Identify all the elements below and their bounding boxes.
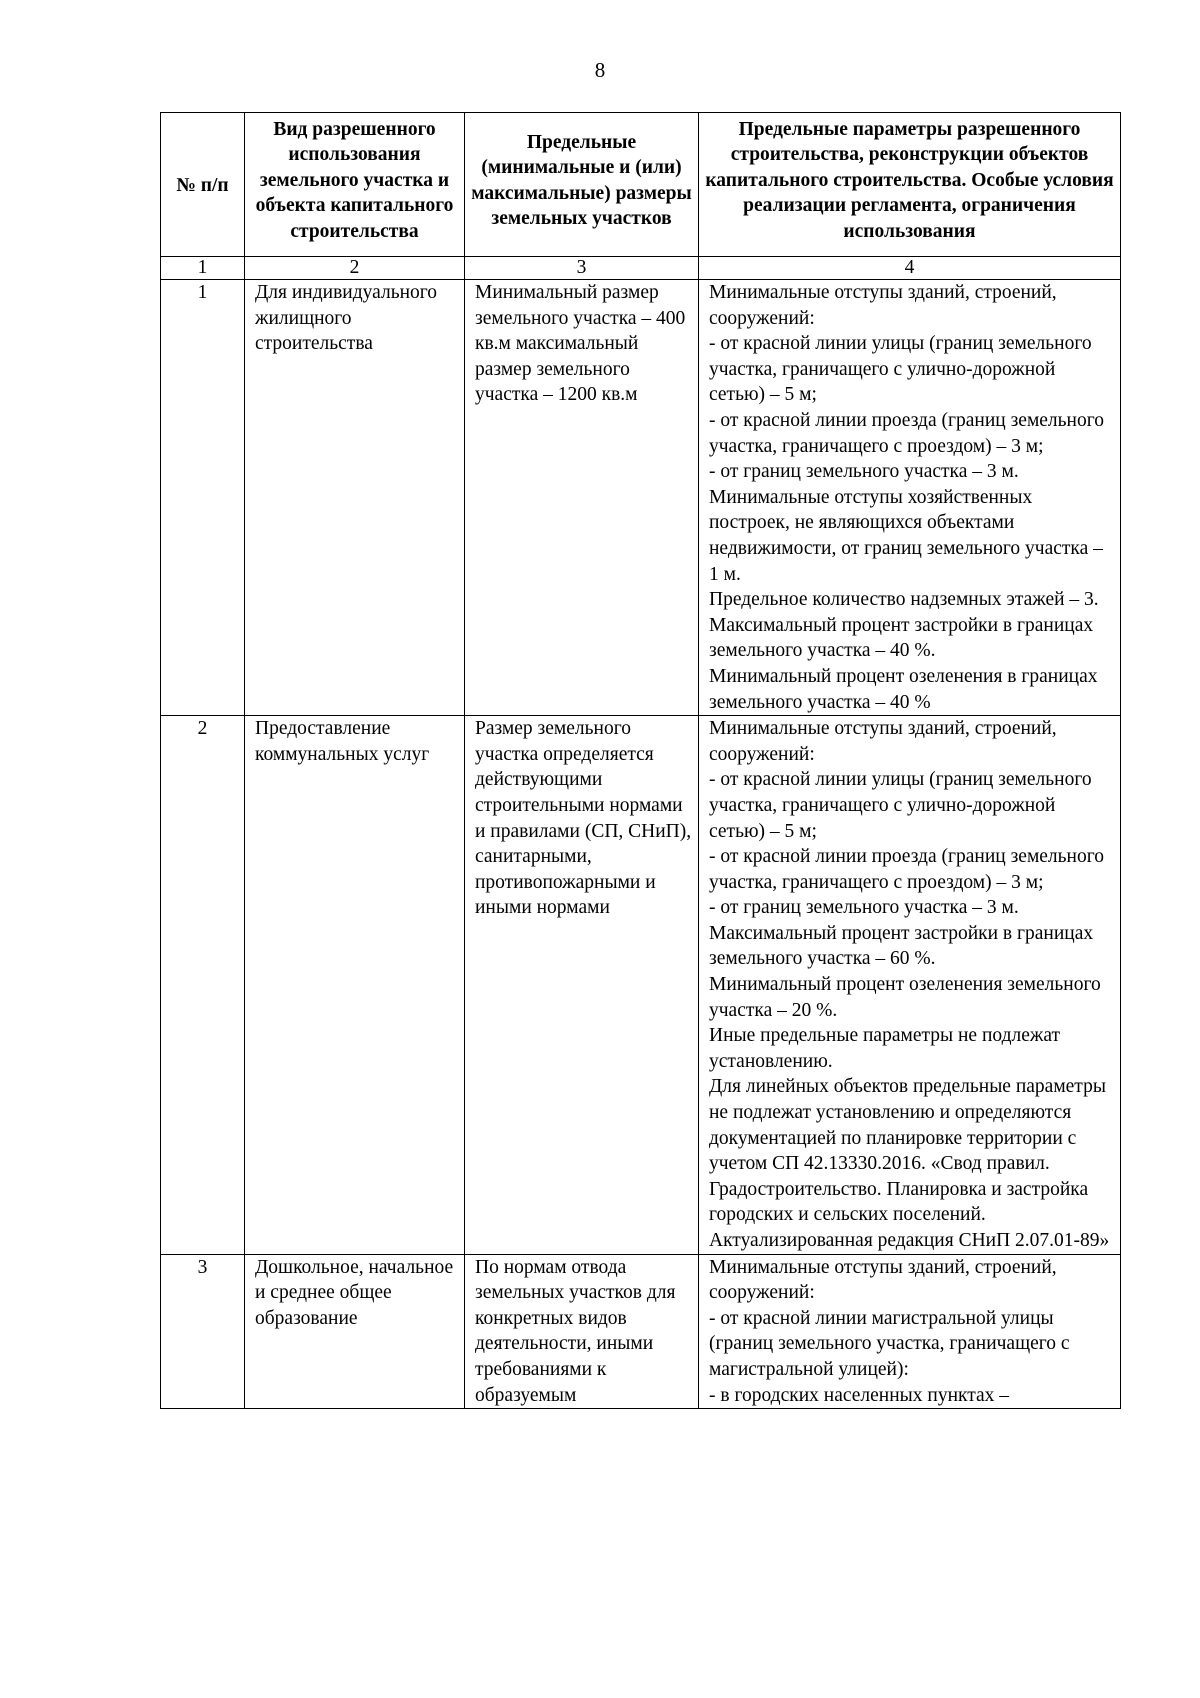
column-index-4: 4 — [699, 257, 1121, 280]
parameter-line: Предельное количество надземных этажей – 3. — [709, 589, 1099, 611]
header-use-type: Вид разрешенного использования земельного участка и объекта капитального строительства — [245, 113, 465, 257]
parameter-line: Максимальный процент застройки в границах земельного участка – 40 %. — [709, 614, 1094, 662]
parameter-line: Для линейных объектов предельные параметры не подлежат установлению и определяются документацией по планировке территории с учетом СП 42.13330.2016. «Свод правил. Градостроительство. Планировка и застройка городских и сельских поселений. Актуализированная редакция СНиП 2.07.01-89» — [709, 1076, 1110, 1251]
use-type-cell: Для индивидуального жилищного строительства — [245, 280, 465, 716]
regulation-table — [160, 112, 1121, 1409]
parameter-line: - от красной линии проезда (границ земельного участка, граничащего с проездом) – 3 м; — [709, 410, 1105, 457]
parameter-line: Минимальный процент озеленения в границах земельного участка – 40 % — [709, 665, 1098, 713]
plot-size-cell: По нормам отвода земельных участков для конкретных видов деятельности, иными требованиями к образуемым — [465, 1254, 699, 1409]
use-type-cell: Дошкольное, начальное и среднее общее образование — [245, 1254, 465, 1409]
parameter-line: - в городских населенных пунктах – — [709, 1384, 1010, 1406]
table-row — [161, 280, 1121, 716]
row-number: 1 — [161, 280, 245, 716]
parameters-cell — [699, 280, 1121, 716]
column-index-2: 2 — [245, 257, 465, 280]
header-parameters: Предельные параметры разрешенного строительства, реконструкции объектов капитального строительства. Особые условия реализации регламента, ограничения использования — [699, 113, 1121, 257]
table-row — [161, 1254, 1121, 1409]
parameter-line: Минимальные отступы зданий, строений, сооружений: — [709, 718, 1057, 765]
row-number: 2 — [161, 716, 245, 1254]
parameters-cell — [699, 716, 1121, 1254]
parameter-line: Минимальные отступы зданий, строений, сооружений: — [709, 282, 1057, 329]
column-index-1: 1 — [161, 257, 245, 280]
row-number: 3 — [161, 1254, 245, 1409]
parameter-line: Иные предельные параметры не подлежат установлению. — [709, 1025, 1061, 1072]
plot-size-cell: Размер земельного участка определяется действующими строительными нормами и правилами (СП, СНиП), санитарными, противопожарными и иными нормами — [465, 716, 699, 1254]
parameter-line: Максимальный процент застройки в границах земельного участка – 60 %. — [709, 922, 1094, 970]
plot-size-cell: Минимальный размер земельного участка – 400 кв.м максимальный размер земельного участка – 1200 кв.м — [465, 280, 699, 716]
page-number: 8 — [594, 58, 606, 82]
parameter-line: - от красной линии проезда (границ земельного участка, граничащего с проездом) – 3 м; — [709, 846, 1105, 893]
parameters-cell — [699, 1254, 1121, 1409]
header-row — [161, 113, 1121, 257]
header-number: № п/п — [161, 113, 245, 257]
parameter-line: Минимальные отступы зданий, строений, сооружений: — [709, 1256, 1057, 1304]
parameter-line: - от границ земельного участка – 3 м. — [709, 897, 1019, 919]
header-plot-size: Предельные (минимальные и (или) максимальные) размеры земельных участков — [465, 113, 699, 257]
table-row — [161, 716, 1121, 1254]
parameter-line: Минимальные отступы хозяйственных построек, не являющихся объектами недвижимости, от границ земельного участка – 1 м. — [709, 486, 1103, 585]
use-type-cell: Предоставление коммунальных услуг — [245, 716, 465, 1254]
column-index-row — [161, 257, 1121, 280]
parameter-line: - от границ земельного участка – 3 м. — [709, 461, 1019, 483]
column-index-3: 3 — [465, 257, 699, 280]
parameter-line: Минимальный процент озеленения земельного участка – 20 %. — [709, 974, 1101, 1021]
parameter-line: - от красной линии улицы (границ земельного участка, граничащего с улично-дорожной сетью) – 5 м; — [709, 769, 1092, 842]
parameter-line: - от красной линии магистральной улицы (границ земельного участка, граничащего с магистральной улицей): — [709, 1307, 1070, 1380]
parameter-line: - от красной линии улицы (границ земельного участка, граничащего с улично-дорожной сетью) – 5 м; — [709, 333, 1092, 406]
